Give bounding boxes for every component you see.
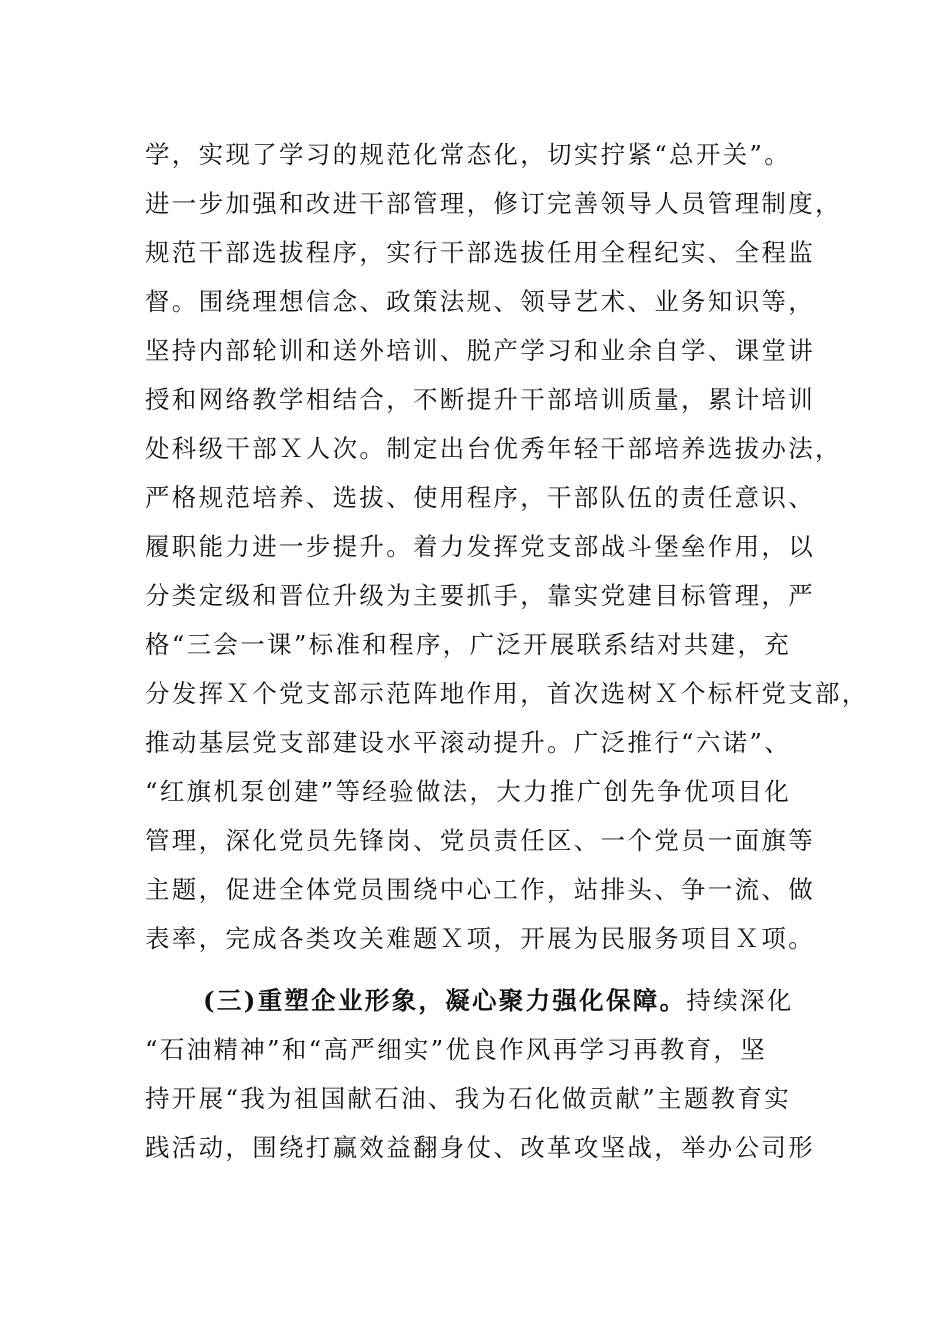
text-line: 严格规范培养、选拔、使用程序，干部队伍的责任意识、 xyxy=(145,483,815,512)
text-line: “红旗机泵创建”等经验做法，大力推广创先争优项目化 xyxy=(145,777,792,806)
text-line: 格“三会一课”标准和程序，广泛开展联系结对共建，充 xyxy=(145,630,792,659)
text-line: 表率，完成各类攻关难题Ｘ项，开展为民服务项目Ｘ项。 xyxy=(145,924,815,953)
section-heading-line xyxy=(145,976,835,1025)
section-heading-rest: 持续深化 xyxy=(686,986,794,1015)
section-heading: (三)重塑企业形象，凝心聚力强化保障。 xyxy=(203,986,687,1015)
text-line: 规范干部选拔程序，实行干部选拔任用全程纪实、全程监 xyxy=(145,238,815,267)
text-line: 管理，深化党员先锋岗、党员责任区、一个党员一面旗等 xyxy=(145,826,815,855)
text-line: 主题，促进全体党员围绕中心工作，站排头、争一流、做 xyxy=(145,875,815,904)
text-line: 处科级干部Ｘ人次。制定出台优秀年轻干部培养选拔办法， xyxy=(145,434,842,463)
body-text xyxy=(145,130,869,1172)
text-line: 进一步加强和改进干部管理，修订完善领导人员管理制度， xyxy=(145,189,842,218)
text-line: 授和网络教学相结合，不断提升干部培训质量，累计培训 xyxy=(145,385,815,414)
text-line: 持开展“我为祖国献石油、我为石化做贡献”主题教育实 xyxy=(145,1084,792,1113)
text-line: 督。围绕理想信念、政策法规、领导艺术、业务知识等， xyxy=(145,287,815,316)
text-line: 履职能力进一步提升。着力发挥党支部战斗堡垒作用，以 xyxy=(145,532,815,561)
text-line: 推动基层党支部建设水平滚动提升。广泛推行“六诺”、 xyxy=(145,728,792,757)
text-line: 学，实现了学习的规范化常态化，切实拧紧“总开关”。 xyxy=(145,140,792,169)
text-line: 践活动，围绕打赢效益翻身仗、改革攻坚战，举办公司形 xyxy=(145,1133,815,1162)
text-line: “石油精神”和“高严细实”优良作风再学习再教育，坚 xyxy=(145,1035,768,1064)
text-line: 分类定级和晋位升级为主要抓手，靠实党建目标管理，严 xyxy=(145,581,815,610)
text-line: 坚持内部轮训和送外培训、脱产学习和业余自学、课堂讲 xyxy=(145,336,815,365)
text-line: 分发挥Ｘ个党支部示范阵地作用，首次选树Ｘ个标杆党支部， xyxy=(145,679,869,708)
